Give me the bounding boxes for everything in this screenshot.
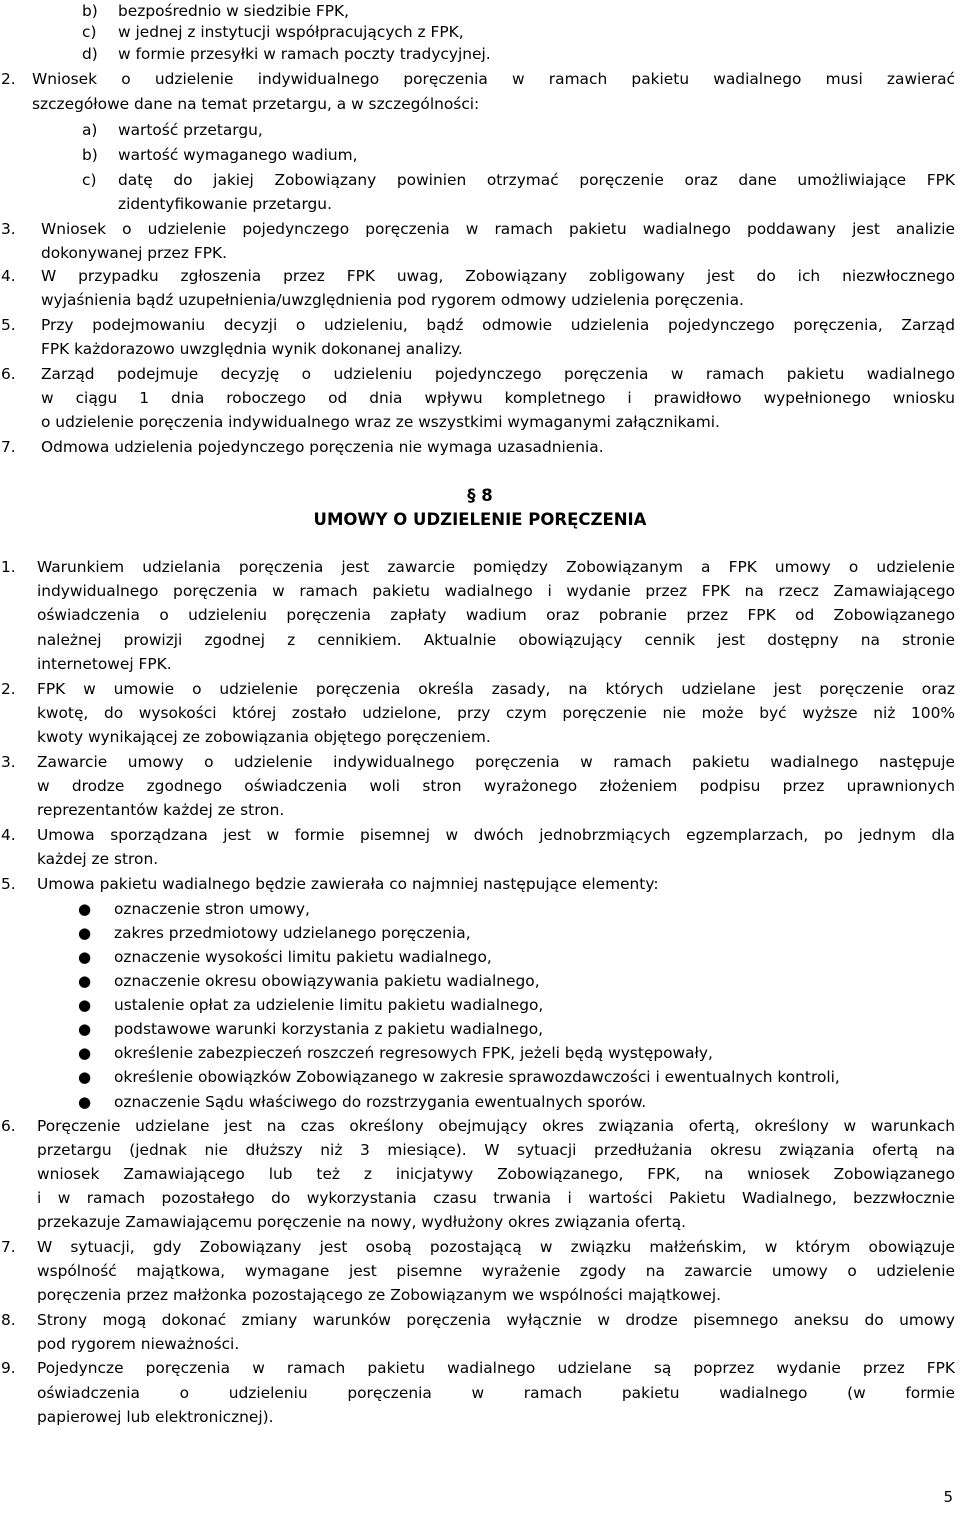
- bullet-text: oznaczenie Sądu właściwego do rozstrzygania ewentualnych sporów.: [114, 1093, 647, 1111]
- bullet-text: oznaczenie stron umowy,: [114, 900, 310, 918]
- item-text-line: Wniosek o udzielenie indywidualnego poręczenia w ramach pakietu wadialnego musi zawierać: [32, 70, 955, 88]
- item-text-line: i w ramach pozostałego do wykorzystania czasu trwania i wartości Pakietu Wadialnego, bezzwłocznie: [37, 1189, 955, 1207]
- bullet-dot: ●: [78, 972, 92, 990]
- item-text-line: w ciągu 1 dnia roboczego od dnia wpływu kompletnego i prawidłowo wypełnionego wniosku: [41, 389, 955, 407]
- item-text-line: kwoty wynikającej ze zobowiązania objętego poręczeniem.: [37, 728, 491, 746]
- item-text-line: kwotę, do wysokości której zostało udzielone, przy czym poręczenie nie może być wyższe niż 100%: [37, 704, 955, 722]
- item-text-line: szczegółowe dane na temat przetargu, a w szczególności:: [32, 95, 480, 113]
- item-text-line: reprezentantów każdej ze stron.: [37, 801, 285, 819]
- item-text-line: Zawarcie umowy o udzielenie indywidualnego poręczenia w ramach pakietu wadialnego następuje: [37, 753, 955, 771]
- bullet-text: oznaczenie okresu obowiązywania pakietu wadialnego,: [114, 972, 540, 990]
- item-text-line: FPK każdorazowo uwzględnia wynik dokonanej analizy.: [41, 340, 463, 358]
- item-text-line: FPK w umowie o udzielenie poręczenia określa zasady, na których udzielane jest poręczenie oraz: [37, 680, 955, 698]
- item-number: 2.: [1, 680, 16, 698]
- section-number: § 8: [467, 486, 493, 505]
- sublist-marker: c): [82, 23, 97, 41]
- item-text-line: należnej prowizji zgodnej z cennikiem. Aktualnie obowiązujący cennik jest dostępny na stronie: [37, 631, 955, 649]
- item-number: 3.: [1, 220, 16, 238]
- item-number: 6.: [1, 1117, 16, 1135]
- bullet-dot: ●: [78, 996, 92, 1014]
- item-text-line: Zarząd podejmuje decyzję o udzieleniu pojedynczego poręczenia w ramach pakietu wadialnego: [41, 365, 955, 383]
- item-text-line: przekazuje Zamawiającemu poręczenie na nowy, wydłużony okres związania ofertą.: [37, 1213, 687, 1231]
- sublist-text: wartość wymaganego wadium,: [118, 146, 358, 164]
- item-text-line: Pojedyncze poręczenia w ramach pakietu wadialnego udzielane są poprzez wydanie przez FPK: [37, 1359, 955, 1377]
- sublist-text: datę do jakiej Zobowiązany powinien otrzymać poręczenie oraz dane umożliwiające FPK: [118, 171, 955, 189]
- item-number: 6.: [1, 365, 16, 383]
- item-text-line: wspólność majątkowa, wymagane jest pisemne wyrażenie zgody na zawarcie umowy o udzielenie: [37, 1262, 955, 1280]
- section-title: UMOWY O UDZIELENIE PORĘCZENIA: [313, 510, 647, 529]
- bullet-dot: ●: [78, 1020, 92, 1038]
- bullet-text: określenie obowiązków Zobowiązanego w zakresie sprawozdawczości i ewentualnych kontroli,: [114, 1068, 840, 1086]
- bullet-text: ustalenie opłat za udzielenie limitu pakietu wadialnego,: [114, 996, 544, 1014]
- bullet-text: zakres przedmiotowy udzielanego poręczenia,: [114, 924, 471, 942]
- item-text-line: oświadczenia o udzieleniu poręczenia zapłaty wadium oraz pobranie przez FPK od Zobowiązanego: [37, 606, 955, 624]
- item-text-line: Umowa pakietu wadialnego będzie zawierała co najmniej następujące elementy:: [37, 875, 659, 893]
- bullet-text: podstawowe warunki korzystania z pakietu wadialnego,: [114, 1020, 544, 1038]
- page-number: 5: [943, 1488, 953, 1506]
- item-text-line: papierowej lub elektronicznej).: [37, 1408, 274, 1426]
- item-text-line: wyjaśnienia bądź uzupełnienia/uwzględnienia pod rygorem odmowy udzielenia poręczenia.: [41, 291, 744, 309]
- item-text-line: W sytuacji, gdy Zobowiązany jest osobą pozostającą w związku małżeńskim, w którym obowiązuje: [37, 1238, 955, 1256]
- item-text-line: indywidualnego poręczenia w ramach pakietu wadialnego i wydanie przez FPK na rzecz Zamawiającego: [37, 582, 955, 600]
- sublist-text: w formie przesyłki w ramach poczty tradycyjnej.: [118, 45, 491, 63]
- item-number: 7.: [1, 438, 16, 456]
- item-text-line: wniosek Zamawiającego lub też z inicjatywy Zobowiązanego, FPK, na wniosek Zobowiązanego: [37, 1165, 955, 1183]
- item-text-line: internetowej FPK.: [37, 655, 172, 673]
- bullet-dot: ●: [78, 1093, 92, 1111]
- sublist-text: zidentyfikowanie przetargu.: [118, 195, 332, 213]
- item-text-line: każdej ze stron.: [37, 850, 159, 868]
- item-number: 2.: [1, 70, 16, 88]
- item-text-line: Wniosek o udzielenie pojedynczego poręczenia w ramach pakietu wadialnego poddawany jest analizie: [41, 220, 955, 238]
- item-number: 5.: [1, 316, 16, 334]
- item-text-line: w drodze zgodnego oświadczenia woli stron wyrażonego złożeniem podpisu przez uprawnionych: [37, 777, 955, 795]
- item-text-line: poręczenia przez małżonka pozostającego ze Zobowiązanym we wspólności majątkowej.: [37, 1286, 721, 1304]
- item-text-line: o udzielenie poręczenia indywidualnego wraz ze wszystkimi wymaganymi załącznikami.: [41, 413, 720, 431]
- bullet-dot: ●: [78, 924, 92, 942]
- sublist-marker: b): [82, 146, 98, 164]
- item-number: 9.: [1, 1359, 16, 1377]
- item-text-line: dokonywanej przez FPK.: [41, 244, 227, 262]
- sublist-text: bezpośrednio w siedzibie FPK,: [118, 2, 349, 20]
- item-text-line: W przypadku zgłoszenia przez FPK uwag, Zobowiązany zobligowany jest do ich niezwłocznego: [41, 267, 955, 285]
- bullet-text: określenie zabezpieczeń roszczeń regresowych FPK, jeżeli będą występowały,: [114, 1044, 713, 1062]
- item-text-line: Odmowa udzielenia pojedynczego poręczenia nie wymaga uzasadnienia.: [41, 438, 604, 456]
- item-number: 7.: [1, 1238, 16, 1256]
- item-number: 3.: [1, 753, 16, 771]
- item-text-line: przetargu (jednak nie dłuższy niż 3 miesiące). W sytuacji przedłużania okresu związania ofertą na: [37, 1141, 955, 1159]
- item-number: 4.: [1, 267, 16, 285]
- item-text-line: Poręczenie udzielane jest na czas określony obejmujący okres związania ofertą, określony w warunkach: [37, 1117, 955, 1135]
- item-text-line: Warunkiem udzielania poręczenia jest zawarcie pomiędzy Zobowiązanym a FPK umowy o udzielenie: [37, 558, 955, 576]
- item-text-line: oświadczenia o udzieleniu poręczenia w ramach pakietu wadialnego (w formie: [37, 1384, 955, 1402]
- item-text-line: Umowa sporządzana jest w formie pisemnej w dwóch jednobrzmiących egzemplarzach, po jednym dla: [37, 826, 955, 844]
- bullet-dot: ●: [78, 1068, 92, 1086]
- item-number: 4.: [1, 826, 16, 844]
- sublist-marker: a): [82, 121, 98, 139]
- bullet-dot: ●: [78, 1044, 92, 1062]
- bullet-text: oznaczenie wysokości limitu pakietu wadialnego,: [114, 948, 492, 966]
- item-number: 8.: [1, 1311, 16, 1329]
- sublist-text: w jednej z instytucji współpracujących z FPK,: [118, 23, 464, 41]
- sublist-marker: d): [82, 45, 98, 63]
- item-text-line: Strony mogą dokonać zmiany warunków poręczenia wyłącznie w drodze pisemnego aneksu do umowy: [37, 1311, 955, 1329]
- item-number: 5.: [1, 875, 16, 893]
- item-number: 1.: [1, 558, 16, 576]
- bullet-dot: ●: [78, 948, 92, 966]
- item-text-line: Przy podejmowaniu decyzji o udzieleniu, bądź odmowie udzielenia pojedynczego poręczenia, Zarząd: [41, 316, 955, 334]
- bullet-dot: ●: [78, 900, 92, 918]
- sublist-marker: c): [82, 171, 97, 189]
- sublist-text: wartość przetargu,: [118, 121, 263, 139]
- sublist-marker: b): [82, 2, 98, 20]
- item-text-line: pod rygorem nieważności.: [37, 1335, 240, 1353]
